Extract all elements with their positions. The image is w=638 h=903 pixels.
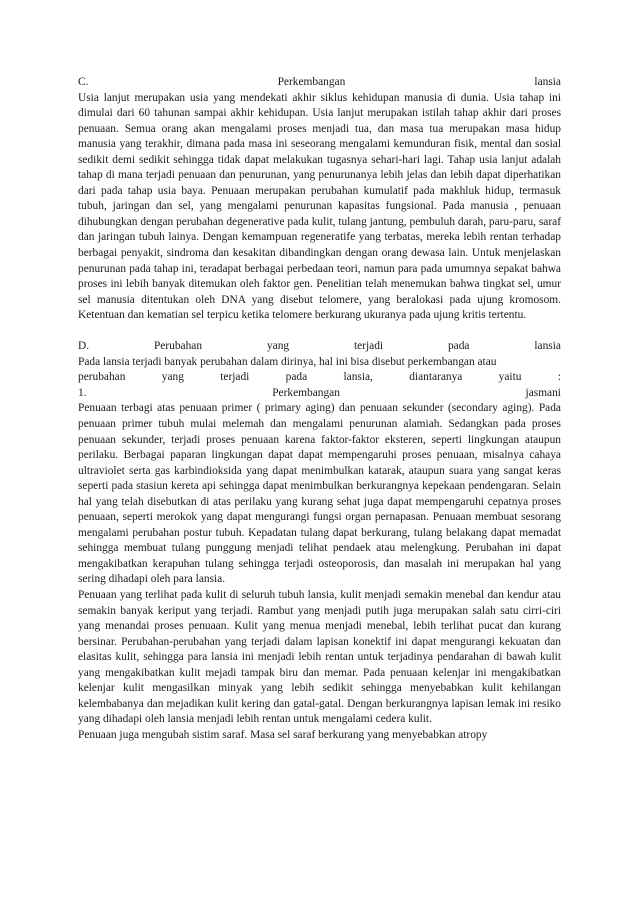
intro-word: diantaranya — [409, 371, 463, 384]
section-d-intro-text: Pada lansia terjadi banyak perubahan dalam dirinya, hal ini bisa disebut perkembangan atau — [78, 355, 497, 368]
section-d-number: D. — [78, 340, 90, 353]
body-paragraph: Penuaan terbagi atas penuaan primer ( primary aging) dan penuaan sekunder (secondary aging). Pada penuaan primer tubuh mulai melemah dan mengalami penurunan alamiah. Sedangkan pada proses penuaan sekunder, terjadi proses penuaan karena faktor-faktor eksteren, seperti lingkungan ataupun perilaku. Berbagai paparan lingkungan dapat dapat mempengaruhi proses penuaan, misalnya cahaya ultraviolet serta gas karbindioksida yang dapat menimbulkan katarak, ataupun suara yang sangat keras seperti pada stasiun kereta api sehingga dapat menimbulkan berkurangnya kepekaan pendengaran. Selain hal yang telah disebutkan di atas perilaku yang kurang sehat juga dapat mempengaruhi cepatnya proses penuaan, seperti merokok yang dapat mengurangi fungsi organ pernapasan. Penuaan membuat sesorang mengalami perubahan postur tubuh. Kepadatan tulang dapat berkurang, tulang belakang dapat memadat sehingga membuat tulang punggung menjadi telihat pendaek atau melengkung. Perubahan ini dapat mengakibatkan kerapuhan tulang sehingga terjadi osteoporosis, dan masalah ini merupakan hal yang sering dihadapi oleh para lansia. — [78, 402, 561, 586]
section-c-title-word: Perkembangan — [277, 76, 346, 88]
document-page — [78, 75, 561, 743]
section-c-number: C. — [78, 76, 89, 88]
intro-word: pada — [285, 371, 308, 384]
intro-word: terjadi — [220, 371, 250, 384]
intro-word: lansia, — [343, 371, 373, 384]
section-spacer — [78, 324, 561, 340]
section-c-paragraph: Usia lanjut merupakan usia yang mendekati akhir siklus kehidupan manusia di dunia. Usia tahap ini dimulai dari 60 tahunan sampai akhir kehidupan. Usia lanjut merupakan istilah tahap akhir dari proses penuaan. Semua orang akan mengalami proses menjadi tua, dan masa tua merupakan masa hidup manusia yang terakhir, dimana pada masa ini seseorang mengalami kemunduran fisik, mental dan sosial sedikit demi sedikit sehingga tidak dapat melakukan tugasnya sehari-hari lagi. Tahap usia lanjut adalah tahap di mana terjadi penuaan dan penurunan, yang penurunanya lebih jelas dan lebih dapat diperhatikan dari pada tahap usia baya. Penuaan merupakan perubahan kumulatif pada makhluk hidup, termasuk tubuh, jaringan dan sel, yang mengalami penurunan kapasitas fungsional. Pada manusia , penuaan dihubungkan dengan perubahan degenerative pada kulit, tulang jantung, pembuluh darah, paru-paru, saraf dan jaringan tubuh lainya. Dengan kemampuan regeneratife yang terbatas, mereka lebih rentan terhadap berbagai penyakit, sindroma dan kesakitan dibandingkan dengan orang dewasa lain. Untuk menjelaskan penurunan pada tahap ini, teradapat berbagai perbedaan teori, namun para pada umumnya sepakat bahwa proses ini lebih banyak ditemukan oleh faktor gen. Penelitian telah menemukan bahwa tingkat sel, umur sel manusia ditentukan oleh DNA yang disebut telomere, yang beralokasi pada ujung kromosom. Ketentuan dan kematian sel terpicu ketika telomere berkurang ukuranya pada ujung kritis tertentu. — [78, 91, 561, 322]
intro-word: perubahan — [78, 371, 126, 384]
body-paragraph: Penuaan juga mengubah sistim saraf. Masa sel saraf berkurang yang menyebabkan atropy — [78, 728, 488, 741]
section-d-title-word: yang — [266, 340, 290, 353]
section-c-title-word: lansia — [534, 76, 561, 88]
section-d-heading — [78, 339, 561, 355]
intro-word: yaitu — [498, 371, 522, 384]
section-d-title-word: terjadi — [353, 340, 384, 353]
section-d-title-word: lansia — [534, 340, 561, 353]
intro-word: : — [557, 371, 561, 384]
subsection-title-word: jasmani — [525, 386, 561, 399]
section-d-intro-line — [78, 370, 561, 386]
subsection-title-word: Perkembangan — [272, 386, 340, 399]
body-paragraph: Penuaan yang terlihat pada kulit di seluruh tubuh lansia, kulit menjadi semakin menebal dan kendur atau semakin banyak keriput yang terjadi. Rambut yang menjadi putih juga merupakan salah satu cirri-ciri yang menandai proses penuaan. Kulit yang menua menjadi menebal, lebih terlihat pucat dan kurang bersinar. Perubahan-perubahan yang terjadi dalam lapisan konektif ini dapat mengurangi kekuatan dan elasitas kulit, sehingga para lansia ini menjadi lebih rentan untuk terjadinya pendarahan di bawah kulit yang mengakibatkan kulit mejadi tampak biru dan memar. Pada penuaan kelenjar ini mengakibatkan kelenjar kulit mengasilkan minyak yang lebih sedikit sehingga menyebabkan kulit kehilangan kelembabanya dan mejadikan kulit kering dan gatal-gatal. Dengan berkurangnya lapisan lemak ini resiko yang dihadapi oleh lansia menjadi lebih rentan untuk mengalami cedera kulit. — [78, 589, 561, 726]
subsection-heading — [78, 386, 561, 402]
intro-word: yang — [161, 371, 184, 384]
section-d-intro-line — [78, 355, 561, 371]
section-c-heading — [78, 75, 561, 91]
section-d-title-word: Perubahan — [153, 340, 203, 353]
subsection-number: 1. — [78, 386, 87, 399]
section-d-title-word: pada — [447, 340, 470, 353]
